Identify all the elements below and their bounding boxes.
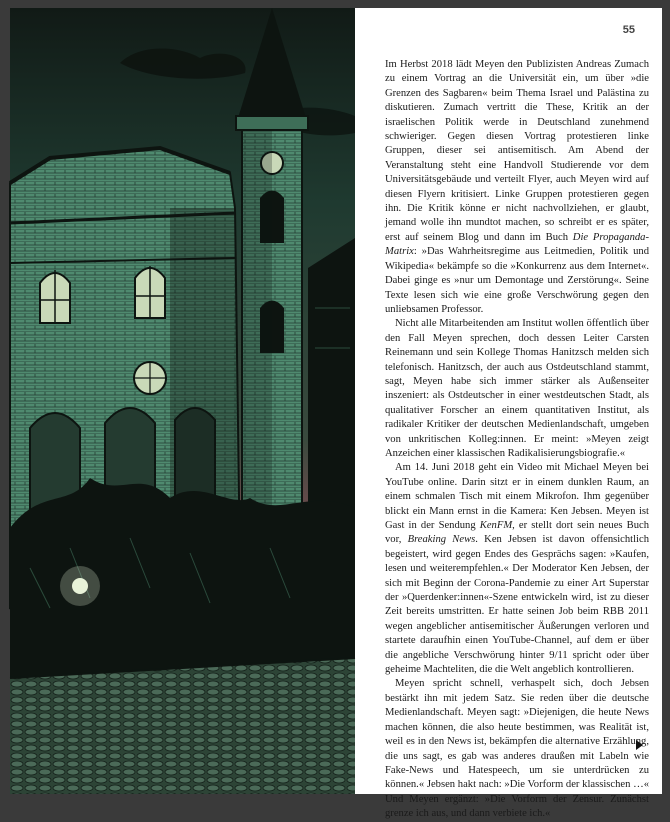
paragraph-4 — [385, 677, 649, 821]
right-triangle-icon — [636, 740, 643, 750]
text-run: Meyen spricht schnell, verhaspelt sich, doch Jebsen bestärkt ihn mit jedem Satz. Sie reden über die deutsche Medienlandschaft. Meyen sagt: »Diejenigen, die heute News machen können, die also heute bestimmen, was Realität ist, weil es in den News ist, bekämpfen die alternative Erzählung, die uns sagt, es gab was anderes draußen mit Labeln wie Fake-News und Hatespeech, um sie unterdrücken zu können.« Jebsen hakt nach: »Die Vorform der klassischen …« Und Meyen ergänzt: »Die Vorform der Zensur. Zunächst grenze ich aus, und dann verbiete ich.« — [385, 678, 649, 820]
magazine-page — [10, 8, 662, 820]
book-title: Breaking News — [407, 534, 476, 546]
page-number: 55 — [622, 24, 635, 36]
paragraph-1 — [385, 58, 649, 317]
text-run: Nicht alle Mitarbeitenden am Institut wollen öffentlich über den Fall Meyen sprechen, doch dessen Leiter Carsten Reinemann und sein Kollege Thomas Hanitzsch melden sich telefonisch. Hanitzsch, der auch aus Ostdeutschland stammt, sagt, Meyen habe sich immer stärker als Außenseiter inszeniert: als Ostdeutscher in einer westdeutschen Stadt, als qualitativer Forscher an einem quantitativen Institut, als radikaler Kritiker der deutschen Medienlandschaft, umgeben von unkritischen Kolleg:innen. Er meint: »Meyen zeigt Anzeichen einer klassischen Radikalisierungsbiografie.« — [385, 318, 649, 459]
text-run: . Ken Jebsen ist davon offensichtlich begeistert, wird gegen Endes des Gesprächs sagen: »Kaufen, lesen und weiterempfehlen.« Der Moderator Ken Jebsen, der sich mit Beginn der Corona-Pandemie zu einer Art Superstar der »Querdenker:innen«-Szene entwickeln wird, ist zu dieser Zeit bereits umstritten. Er hatte seinen Job beim RBB 2011 wegen angeblicher antisemitischer Äußerungen verloren und startete daraufhin einen YouTube-Channel, auf dem er über die angebliche Verschwörung hinter 9/11 spricht oder über geheime Machteliten, die die Welt angeblich kontrollieren. — [385, 534, 650, 676]
show-title: KenFM — [479, 520, 513, 531]
article-body — [385, 58, 649, 822]
text-run: Im Herbst 2018 lädt Meyen den Publizisten Andreas Zumach zu einem Vortrag an die Universität ein, um über »die Grenzen des Sagbaren« beim Thema Israel und Palästina zu diskutieren. Zumach vertritt die These, Kritik an der israelischen Politik werde in Deutschland zunehmend schwieriger. Gegen diesen Vortrag protestieren linke Gruppen, dieser sei antisemitisch. Am Abend der Veranstaltung steht eine Handvoll Studierende vor dem Universitätsgebäude und verteilt Flyer, auch Meyen wird auf diesen Flyern kritisiert. Linke Gruppen protestieren gegen ihn. Die Kritik könne er nicht nachvollziehen, er glaubt, jemand wolle ihn mundtot machen, so schreibt er es später, erst auf seinem Blog und dann im Buch — [385, 59, 649, 243]
text-run: Am 14. Juni 2018 geht ein Video mit Michael Meyen bei YouTube online. Darin sitzt er in einem dunklen Raum, an einem schmalen Tisch mit einem Mikrofon. Ihm gegenüber blickt ein Mann ernst in die Kamera: Ken Jebsen. Meyen ist Gast in der Sendung — [385, 462, 649, 531]
book-title: Die Propaganda-Matrix — [385, 231, 649, 258]
article-column — [385, 8, 650, 820]
paragraph-2 — [385, 317, 649, 461]
paragraph-3 — [385, 461, 649, 677]
text-run: , er stellt dort sein neues Buch vor, — [385, 520, 650, 546]
text-run: : »Das Wahrheitsregime aus Leitmedien, Politik und Wikipedia« bekämpfe so die »Konkurrenz aus dem Internet«. Dabei ginge es »nur um Demontage und Zerstörung«. Seine Texte lesen sich wie eine große Verschwörung gegen den unliebsamen Professor. — [385, 246, 649, 315]
comic-illustration — [10, 8, 355, 794]
